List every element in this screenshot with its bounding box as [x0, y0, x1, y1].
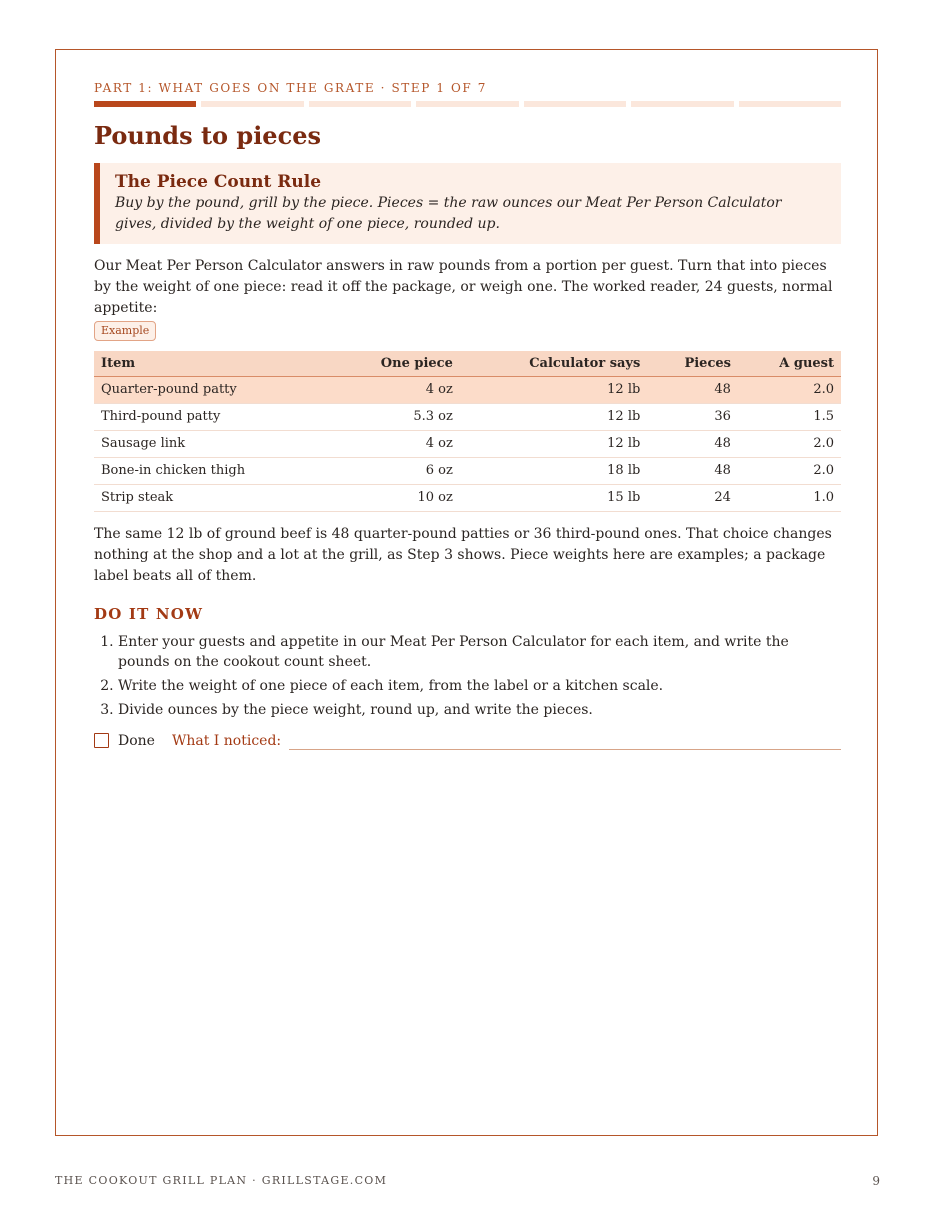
- cell-a-guest: 2.0: [738, 377, 841, 404]
- col-header-item: Item: [94, 351, 331, 377]
- intro-paragraph: [94, 256, 841, 341]
- done-label: Done: [118, 733, 155, 749]
- noticed-label: What I noticed:: [171, 733, 282, 749]
- table-row: [94, 377, 841, 404]
- cell-a-guest: 1.0: [738, 485, 841, 512]
- rule-callout: [94, 163, 841, 244]
- progress-segment-3: [309, 101, 411, 107]
- cell-a-guest: 2.0: [738, 458, 841, 485]
- table-row: [94, 458, 841, 485]
- cell-item: Third-pound patty: [94, 404, 331, 431]
- cell-one-piece: 5.3 oz: [331, 404, 460, 431]
- cell-a-guest: 2.0: [738, 431, 841, 458]
- do-it-now-steps: [94, 632, 841, 720]
- col-header-one-piece: One piece: [331, 351, 460, 377]
- cell-one-piece: 10 oz: [331, 485, 460, 512]
- cell-one-piece: 6 oz: [331, 458, 460, 485]
- cell-a-guest: 1.5: [738, 404, 841, 431]
- rule-title: The Piece Count Rule: [115, 172, 322, 192]
- table-header-row: [94, 351, 841, 377]
- progress-segment-5: [524, 101, 626, 107]
- cell-one-piece: 4 oz: [331, 377, 460, 404]
- section-kicker: PART 1: WHAT GOES ON THE GRATE · STEP 1 OF 7: [94, 81, 487, 95]
- col-header-pieces: Pieces: [647, 351, 738, 377]
- progress-segment-4: [416, 101, 518, 107]
- col-header-calculator-says: Calculator says: [460, 351, 647, 377]
- table-row: [94, 431, 841, 458]
- rule-body: Buy by the pound, grill by the piece. Pieces = the raw ounces our Meat Per Person Calculator gives, divided by the weight of one piece, rounded up.: [115, 195, 782, 232]
- do-it-now-heading: DO IT NOW: [94, 605, 204, 623]
- step-progress-bar: [94, 101, 841, 107]
- done-checkbox[interactable]: [94, 733, 109, 748]
- list-item: 1. Enter your guests and appetite in our Meat Per Person Calculator for each item, and write the pounds on the cookout count sheet.: [118, 632, 841, 672]
- page-number: 9: [872, 1174, 880, 1188]
- cell-one-piece: 4 oz: [331, 431, 460, 458]
- cell-pieces: 24: [647, 485, 738, 512]
- table-row: [94, 485, 841, 512]
- cell-item: Quarter-pound patty: [94, 377, 331, 404]
- example-chip: Example: [94, 321, 156, 341]
- cell-item: Sausage link: [94, 431, 331, 458]
- done-row: [94, 728, 841, 750]
- cell-calculator-says: 12 lb: [460, 404, 647, 431]
- noticed-write-line[interactable]: [289, 733, 841, 750]
- cell-calculator-says: 18 lb: [460, 458, 647, 485]
- progress-segment-7: [739, 101, 841, 107]
- cell-pieces: 48: [647, 377, 738, 404]
- cell-item: Bone-in chicken thigh: [94, 458, 331, 485]
- cell-pieces: 36: [647, 404, 738, 431]
- list-item: 3. Divide ounces by the piece weight, round up, and write the pieces.: [118, 700, 841, 720]
- footer-brand: THE COOKOUT GRILL PLAN · GRILLSTAGE.COM: [55, 1174, 388, 1187]
- cell-pieces: 48: [647, 458, 738, 485]
- cell-item: Strip steak: [94, 485, 331, 512]
- cell-pieces: 48: [647, 431, 738, 458]
- table-row: [94, 404, 841, 431]
- pieces-table: [94, 351, 841, 512]
- intro-text: Our Meat Per Person Calculator answers in raw pounds from a portion per guest. Turn that into pieces by the weight of one piece: read it off the package, or weigh one. The worked reader, 24 guests, normal appetite:: [94, 258, 833, 316]
- page-title: Pounds to pieces: [94, 121, 321, 150]
- page-frame: [55, 49, 878, 1136]
- progress-segment-2: [201, 101, 303, 107]
- page-content: [94, 80, 841, 750]
- after-table-paragraph: The same 12 lb of ground beef is 48 quarter-pound patties or 36 third-pound ones. That choice changes nothing at the shop and a lot at the grill, as Step 3 shows. Piece weights here are examples; a package label beats all of them.: [94, 526, 832, 584]
- col-header-a-guest: A guest: [738, 351, 841, 377]
- progress-segment-1: [94, 101, 196, 107]
- progress-segment-6: [631, 101, 733, 107]
- cell-calculator-says: 15 lb: [460, 485, 647, 512]
- cell-calculator-says: 12 lb: [460, 377, 647, 404]
- cell-calculator-says: 12 lb: [460, 431, 647, 458]
- list-item: 2. Write the weight of one piece of each item, from the label or a kitchen scale.: [118, 676, 841, 696]
